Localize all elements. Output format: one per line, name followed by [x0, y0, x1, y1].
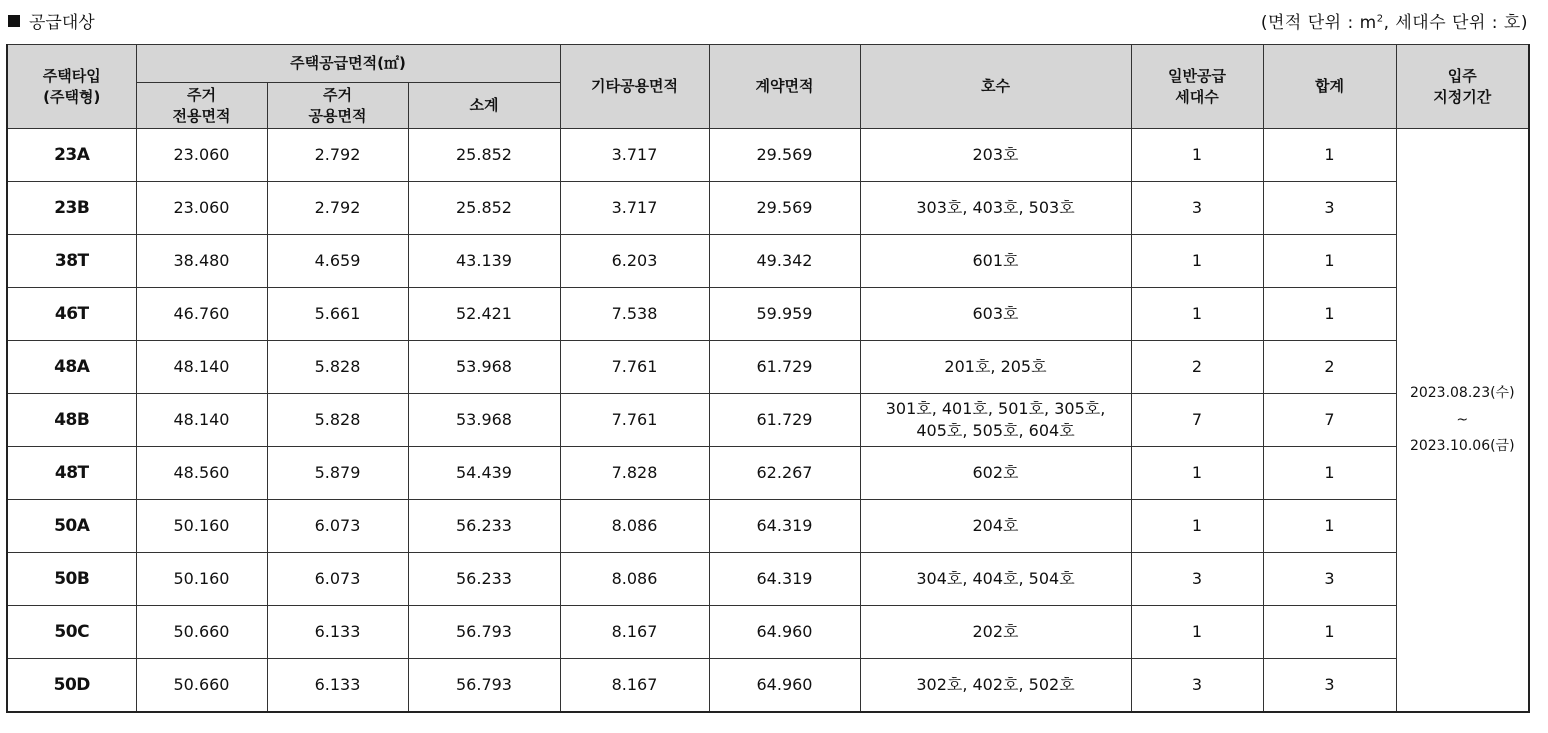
table-header [7, 45, 1529, 129]
table-row [7, 129, 1529, 182]
cell-general-supply-count: 3 [1131, 553, 1263, 606]
cell-total: 1 [1263, 606, 1396, 659]
cell-type: 38T [7, 235, 136, 288]
table-body [7, 129, 1529, 713]
cell-total: 1 [1263, 129, 1396, 182]
cell-other-common: 3.717 [560, 129, 709, 182]
cell-other-common: 7.761 [560, 341, 709, 394]
table-row [7, 500, 1529, 553]
table-row [7, 659, 1529, 713]
col-header-residential-exclusive: 주거 전용면적 [136, 83, 267, 129]
units-suffix: , 세대수 단위 : 호) [1383, 13, 1528, 33]
cell-common-area: 5.661 [267, 288, 408, 341]
cell-general-supply-count: 1 [1131, 606, 1263, 659]
cell-common-area: 6.133 [267, 606, 408, 659]
cell-common-area: 4.659 [267, 235, 408, 288]
cell-type: 50C [7, 606, 136, 659]
cell-other-common: 8.167 [560, 659, 709, 713]
cell-exclusive-area: 48.140 [136, 341, 267, 394]
cell-total: 3 [1263, 182, 1396, 235]
col-header-subtotal: 소계 [408, 83, 560, 129]
cell-type: 48T [7, 447, 136, 500]
cell-total: 1 [1263, 288, 1396, 341]
cell-common-area: 5.879 [267, 447, 408, 500]
cell-exclusive-area: 38.480 [136, 235, 267, 288]
cell-common-area: 2.792 [267, 129, 408, 182]
cell-total: 1 [1263, 235, 1396, 288]
cell-subtotal: 56.793 [408, 606, 560, 659]
cell-exclusive-area: 48.560 [136, 447, 267, 500]
cell-general-supply-count: 1 [1131, 500, 1263, 553]
movein-end: 2023.10.06(금) [1409, 438, 1515, 455]
cell-type: 50A [7, 500, 136, 553]
cell-subtotal: 56.233 [408, 553, 560, 606]
cell-exclusive-area: 50.160 [136, 553, 267, 606]
cell-subtotal: 25.852 [408, 129, 560, 182]
cell-type: 23A [7, 129, 136, 182]
cell-general-supply-count: 7 [1131, 394, 1263, 447]
supply-table [6, 44, 1530, 713]
cell-subtotal: 56.233 [408, 500, 560, 553]
cell-contract-area: 59.959 [709, 288, 860, 341]
cell-contract-area: 61.729 [709, 341, 860, 394]
cell-other-common: 7.761 [560, 394, 709, 447]
cell-other-common: 8.086 [560, 553, 709, 606]
col-header-residential-common: 주거 공용면적 [267, 83, 408, 129]
cell-total: 1 [1263, 500, 1396, 553]
movein-separator: ~ [1456, 411, 1469, 428]
col-header-contract-area: 계약면적 [709, 45, 860, 129]
cell-contract-area: 29.569 [709, 129, 860, 182]
cell-exclusive-area: 46.760 [136, 288, 267, 341]
col-header-other-common: 기타공용면적 [560, 45, 709, 129]
cell-other-common: 3.717 [560, 182, 709, 235]
table-row [7, 288, 1529, 341]
cell-general-supply-count: 3 [1131, 182, 1263, 235]
cell-subtotal: 43.139 [408, 235, 560, 288]
cell-total: 2 [1263, 341, 1396, 394]
cell-type: 50B [7, 553, 136, 606]
cell-units: 203호 [860, 129, 1131, 182]
movein-start: 2023.08.23(수) [1409, 385, 1515, 402]
cell-common-area: 6.133 [267, 659, 408, 713]
cell-type: 23B [7, 182, 136, 235]
cell-contract-area: 61.729 [709, 394, 860, 447]
cell-common-area: 6.073 [267, 553, 408, 606]
cell-general-supply-count: 1 [1131, 288, 1263, 341]
cell-units: 603호 [860, 288, 1131, 341]
cell-units: 302호, 402호, 502호 [860, 659, 1131, 713]
cell-subtotal: 54.439 [408, 447, 560, 500]
units-prefix: (면적 단위 : m [1260, 13, 1377, 33]
table-row [7, 235, 1529, 288]
cell-common-area: 2.792 [267, 182, 408, 235]
cell-units: 304호, 404호, 504호 [860, 553, 1131, 606]
cell-subtotal: 25.852 [408, 182, 560, 235]
col-header-total: 합계 [1263, 45, 1396, 129]
table-row [7, 447, 1529, 500]
units-note [1261, 8, 1528, 33]
col-header-units: 호수 [860, 45, 1131, 129]
cell-contract-area: 49.342 [709, 235, 860, 288]
cell-units: 602호 [860, 447, 1131, 500]
cell-movein-period [1396, 129, 1529, 713]
cell-other-common: 8.167 [560, 606, 709, 659]
cell-common-area: 6.073 [267, 500, 408, 553]
cell-general-supply-count: 3 [1131, 659, 1263, 713]
cell-type: 48B [7, 394, 136, 447]
cell-contract-area: 64.960 [709, 659, 860, 713]
section-title [8, 8, 95, 33]
cell-type: 48A [7, 341, 136, 394]
cell-general-supply-count: 1 [1131, 129, 1263, 182]
cell-exclusive-area: 23.060 [136, 129, 267, 182]
cell-common-area: 5.828 [267, 341, 408, 394]
page-header [0, 0, 1548, 44]
cell-total: 1 [1263, 447, 1396, 500]
col-header-general-supply: 일반공급 세대수 [1131, 45, 1263, 129]
section-title-text: 공급대상 [29, 13, 95, 33]
cell-subtotal: 56.793 [408, 659, 560, 713]
cell-other-common: 7.538 [560, 288, 709, 341]
cell-exclusive-area: 23.060 [136, 182, 267, 235]
cell-type: 46T [7, 288, 136, 341]
cell-general-supply-count: 1 [1131, 447, 1263, 500]
cell-contract-area: 29.569 [709, 182, 860, 235]
cell-exclusive-area: 50.660 [136, 659, 267, 713]
cell-total: 3 [1263, 659, 1396, 713]
cell-subtotal: 53.968 [408, 394, 560, 447]
cell-common-area: 5.828 [267, 394, 408, 447]
col-header-movein-period: 입주 지정기간 [1396, 45, 1529, 129]
col-header-type: 주택타입 (주택형) [7, 45, 136, 129]
table-row [7, 182, 1529, 235]
col-header-supply-area: 주택공급면적(㎡) [136, 45, 560, 83]
cell-contract-area: 64.960 [709, 606, 860, 659]
cell-exclusive-area: 48.140 [136, 394, 267, 447]
cell-subtotal: 53.968 [408, 341, 560, 394]
cell-general-supply-count: 2 [1131, 341, 1263, 394]
cell-units: 601호 [860, 235, 1131, 288]
units-superscript: 2 [1376, 13, 1384, 25]
cell-general-supply-count: 1 [1131, 235, 1263, 288]
cell-other-common: 8.086 [560, 500, 709, 553]
cell-units: 202호 [860, 606, 1131, 659]
table-row [7, 341, 1529, 394]
table-row [7, 606, 1529, 659]
cell-units: 204호 [860, 500, 1131, 553]
table-row [7, 394, 1529, 447]
cell-units: 303호, 403호, 503호 [860, 182, 1131, 235]
cell-other-common: 6.203 [560, 235, 709, 288]
cell-subtotal: 52.421 [408, 288, 560, 341]
cell-units: 301호, 401호, 501호, 305호, 405호, 505호, 604호 [860, 394, 1131, 447]
cell-total: 7 [1263, 394, 1396, 447]
table-row [7, 553, 1529, 606]
cell-total: 3 [1263, 553, 1396, 606]
cell-contract-area: 64.319 [709, 553, 860, 606]
cell-exclusive-area: 50.160 [136, 500, 267, 553]
cell-units: 201호, 205호 [860, 341, 1131, 394]
cell-type: 50D [7, 659, 136, 713]
cell-other-common: 7.828 [560, 447, 709, 500]
square-bullet-icon [8, 15, 20, 27]
cell-contract-area: 64.319 [709, 500, 860, 553]
cell-contract-area: 62.267 [709, 447, 860, 500]
cell-exclusive-area: 50.660 [136, 606, 267, 659]
